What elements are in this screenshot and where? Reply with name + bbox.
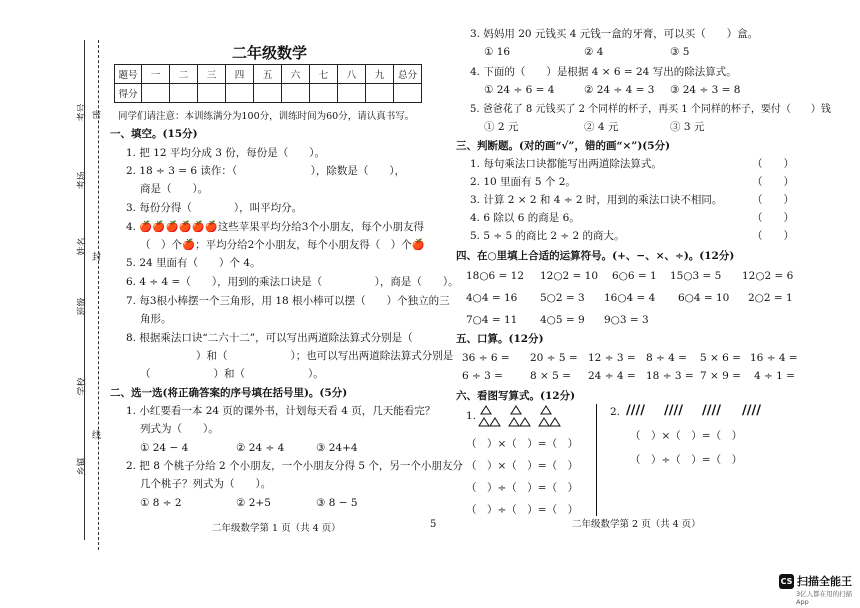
score-cell-1[interactable] <box>142 84 170 103</box>
s3-answer-3[interactable]: （ ） <box>752 194 794 206</box>
page-title: 二年级数学 <box>232 44 308 62</box>
s5-r2-1[interactable]: 6 ÷ 3 = <box>462 370 503 382</box>
s3-item-4: 4. 6 除以 6 的商是 6。 <box>470 212 580 224</box>
s2-q3-opt1: ① 16 <box>484 46 511 58</box>
s6-fig2-mark-3: //// <box>702 403 721 418</box>
s6-fig2-mark-2: //// <box>664 403 683 418</box>
s2-q2-opt2: ② 2+5 <box>236 497 271 509</box>
s1-q6: 6. 4 ÷ 4 =（ ），用到的乘法口诀是（ ），商是（ ）。 <box>126 276 459 288</box>
s1-q4b: （ ）个🍎；平均分给2个小朋友，每个小朋友得（ ）个🍎 <box>140 239 425 251</box>
score-head-9: 九 <box>366 65 394 84</box>
notice: 同学们请注意：本训练满分为100分，训练时间为60分，请认真书写。 <box>118 111 415 122</box>
gutter-label-name: 姓名 <box>77 237 88 256</box>
s4-r3-2[interactable]: 4○5 = 9 <box>540 314 585 326</box>
s4-r1-5[interactable]: 12○2 = 6 <box>742 270 794 282</box>
s6-fig1-row2[interactable]: （ ）×（ ）=（ ） <box>466 460 579 472</box>
triangles-figure <box>478 404 568 430</box>
s4-r3-3[interactable]: 9○3 = 3 <box>604 314 649 326</box>
s6-fig2-row1[interactable]: （ ）×（ ）=（ ） <box>630 430 743 442</box>
score-cell-total[interactable] <box>394 84 422 103</box>
s3-answer-2[interactable]: （ ） <box>752 176 794 188</box>
gutter-label-school: 学校 <box>77 377 88 396</box>
fold-mark-mi: 密 <box>92 111 102 121</box>
gutter-label-class: 班级 <box>77 297 88 316</box>
s4-r3-1[interactable]: 7○4 = 11 <box>466 314 518 326</box>
s2-q3-opt2: ② 4 <box>584 46 604 58</box>
s4-r2-5[interactable]: 2○2 = 1 <box>748 292 793 304</box>
s4-r1-2[interactable]: 12○2 = 10 <box>540 270 599 282</box>
gutter-label-exam-room: 考场 <box>77 171 88 190</box>
score-head-5: 五 <box>254 65 282 84</box>
score-table <box>114 64 422 103</box>
s6-fig2-mark-1: //// <box>626 403 645 418</box>
s1-q7b: 角形。 <box>140 313 172 325</box>
s1-q7a: 7. 每3根小棒摆一个三角形，用 18 根小棒可以摆（ ）个独立的三 <box>126 295 450 307</box>
gutter-label-town: 乡镇 <box>77 457 88 476</box>
s1-heading: 一、填空。(15分) <box>110 128 198 140</box>
s2-q1b: 列式为（ ）。 <box>140 423 219 435</box>
score-head-8: 八 <box>338 65 366 84</box>
s4-r2-3[interactable]: 16○4 = 4 <box>604 292 656 304</box>
s2-q3-opt3: ③ 5 <box>670 46 690 58</box>
camscanner-tagline: 3亿人都在用的扫描App <box>796 590 853 606</box>
score-head-6: 六 <box>282 65 310 84</box>
s3-answer-5[interactable]: （ ） <box>752 230 794 242</box>
s1-q1: 1. 把 12 平均分成 3 份，每份是（ ）。 <box>126 147 325 159</box>
score-head-total: 总分 <box>394 65 422 84</box>
s5-r1-6[interactable]: 16 ÷ 4 = <box>750 352 798 364</box>
s2-q5-opt2: ② 4 元 <box>584 121 619 133</box>
s2-q5-opt3: ③ 3 元 <box>670 121 705 133</box>
s2-q1-opt2: ② 24 ÷ 4 <box>236 442 285 454</box>
fold-mark-feng: 封 <box>92 253 102 263</box>
s3-item-1: 1. 每句乘法口诀都能写出两道除法算式。 <box>470 158 662 170</box>
s3-answer-4[interactable]: （ ） <box>752 212 794 224</box>
center-page-mark: 5 <box>430 519 437 530</box>
s5-r2-2[interactable]: 8 × 5 = <box>530 370 571 382</box>
right-footer: 二年级数学第 2 页（共 4 页） <box>572 519 701 530</box>
gutter-write-line <box>84 40 86 540</box>
s6-fig2-label: 2. <box>610 406 621 418</box>
score-head-1: 一 <box>142 65 170 84</box>
s5-r1-5[interactable]: 5 × 6 = <box>700 352 741 364</box>
s2-q5-opt1: ① 2 元 <box>484 121 519 133</box>
s1-q4a: 4. 🍎🍎🍎🍎🍎🍎这些苹果平均分给3个小朋友，每个小朋友得 <box>126 221 424 233</box>
s4-heading: 四、在○里填上合适的运算符号。(+、−、×、÷)。(12分) <box>456 250 735 262</box>
s5-r2-3[interactable]: 24 ÷ 4 = <box>588 370 636 382</box>
s6-fig2-mark-4: //// <box>742 403 761 418</box>
s1-q2b: 商是（ ）。 <box>140 183 209 195</box>
s5-r1-2[interactable]: 20 ÷ 5 = <box>530 352 578 364</box>
camscanner-name: 扫描全能王 <box>797 575 852 588</box>
score-cell-9[interactable] <box>366 84 394 103</box>
s2-q5: 5. 爸爸花了 8 元钱买了 2 个同样的杯子，再买 1 个同样的杯子，要付（ ）钱 <box>470 104 831 115</box>
s1-q8c: （ ）和（ ）。 <box>140 368 324 380</box>
s2-heading: 二、选一选(将正确答案的序号填在括号里)。(5分) <box>110 387 348 399</box>
s3-item-3: 3. 计算 2 × 2 和 4 ÷ 2 时，用到的乘法口诀不相同。 <box>470 194 723 206</box>
s2-q2-opt1: ① 8 ÷ 2 <box>140 497 182 509</box>
s5-r1-3[interactable]: 12 ÷ 3 = <box>588 352 636 364</box>
score-cell-5[interactable] <box>254 84 282 103</box>
left-footer: 二年级数学第 1 页（共 4 页） <box>212 523 341 534</box>
score-cell-4[interactable] <box>226 84 254 103</box>
s4-r1-4[interactable]: 15○3 = 5 <box>670 270 722 282</box>
s1-q2a: 2. 18 ÷ 3 = 6 读作：（ ），除数是（ ）， <box>126 165 406 177</box>
s6-fig1-row4[interactable]: （ ）÷（ ）=（ ） <box>466 504 579 516</box>
s4-r2-1[interactable]: 4○4 = 16 <box>466 292 518 304</box>
s2-q4: 4. 下面的（ ）是根据 4 × 6 = 24 写出的除法算式。 <box>470 66 737 78</box>
s4-r2-4[interactable]: 6○4 = 10 <box>678 292 730 304</box>
s5-r2-4[interactable]: 18 ÷ 3 = <box>646 370 694 382</box>
score-row-label: 得分 <box>115 84 142 103</box>
score-head-label: 题号 <box>115 65 142 84</box>
s5-r2-6[interactable]: 4 ÷ 1 = <box>754 370 795 382</box>
score-head-2: 二 <box>170 65 198 84</box>
s2-q3: 3. 妈妈用 20 元钱买 4 元钱一盒的牙膏，可以买（ ）盒。 <box>470 28 759 40</box>
s6-fig1-row3[interactable]: （ ）÷（ ）=（ ） <box>466 482 579 494</box>
s6-fig2-row2[interactable]: （ ）÷（ ）=（ ） <box>630 454 743 466</box>
s3-item-5: 5. 5 ÷ 5 的商比 2 ÷ 2 的商大。 <box>470 230 625 242</box>
s4-r1-3[interactable]: 6○6 = 1 <box>612 270 657 282</box>
s6-heading: 六、看图写算式。(12分) <box>456 390 576 402</box>
s5-r2-5[interactable]: 7 × 9 = <box>700 370 741 382</box>
score-cell-6[interactable] <box>282 84 310 103</box>
s2-q2-opt3: ③ 8 − 5 <box>316 497 358 509</box>
score-cell-3[interactable] <box>198 84 226 103</box>
score-cell-2[interactable] <box>170 84 198 103</box>
s2-q4-opt2: ② 24 ÷ 4 = 3 <box>584 84 655 96</box>
s4-r2-2[interactable]: 5○2 = 3 <box>540 292 585 304</box>
s2-q1-opt3: ③ 24+4 <box>316 442 358 454</box>
s5-heading: 五、口算。(12分) <box>456 333 544 345</box>
s3-answer-1[interactable]: （ ） <box>752 158 794 170</box>
s3-item-2: 2. 10 里面有 5 个 2。 <box>470 176 576 188</box>
s4-r1-1[interactable]: 18○6 = 12 <box>466 270 525 282</box>
score-cell-8[interactable] <box>338 84 366 103</box>
s2-q4-opt1: ① 24 ÷ 6 = 4 <box>484 84 555 96</box>
s5-r1-4[interactable]: 8 ÷ 4 = <box>646 352 687 364</box>
s3-heading: 三、判断题。(对的画“√”，错的画“×”)(5分) <box>456 140 671 152</box>
gutter-label-exam-no: 考号 <box>77 103 88 122</box>
score-head-3: 三 <box>198 65 226 84</box>
score-head-7: 七 <box>310 65 338 84</box>
s6-fig1-row1[interactable]: （ ）×（ ）=（ ） <box>466 438 579 450</box>
s2-q4-opt3: ③ 24 ÷ 3 = 8 <box>670 84 741 96</box>
s2-q1-opt1: ① 24 − 4 <box>140 442 189 454</box>
s5-r1-1[interactable]: 36 ÷ 6 = <box>462 352 510 364</box>
s2-q2a: 2. 把 8 个桃子分给 2 个小朋友，一个小朋友分得 5 个，另一个小朋友分 <box>126 460 463 472</box>
s1-q8a: 8. 根据乘法口诀“二六十二”，可以写出两道除法算式分别是（ <box>126 332 413 344</box>
s6-fig1-label: 1. <box>466 410 477 422</box>
score-cell-7[interactable] <box>310 84 338 103</box>
s2-q2b: 几个桃子？列式为（ ）。 <box>140 478 272 490</box>
camscanner-logo: CS <box>779 574 794 589</box>
s1-q3: 3. 每份分得（ ），叫平均分。 <box>126 202 303 214</box>
s1-q5: 5. 24 里面有（ ）个 4。 <box>126 257 261 269</box>
score-head-4: 四 <box>226 65 254 84</box>
s2-q1a: 1. 小红要看一本 24 页的课外书，计划每天看 4 页，几天能看完？ <box>126 405 436 417</box>
fold-mark-xian: 线 <box>92 431 102 441</box>
s1-q8b: ）和（ ）；也可以写出两道除法算式分别是 <box>196 350 454 362</box>
s6-divider <box>596 404 597 516</box>
